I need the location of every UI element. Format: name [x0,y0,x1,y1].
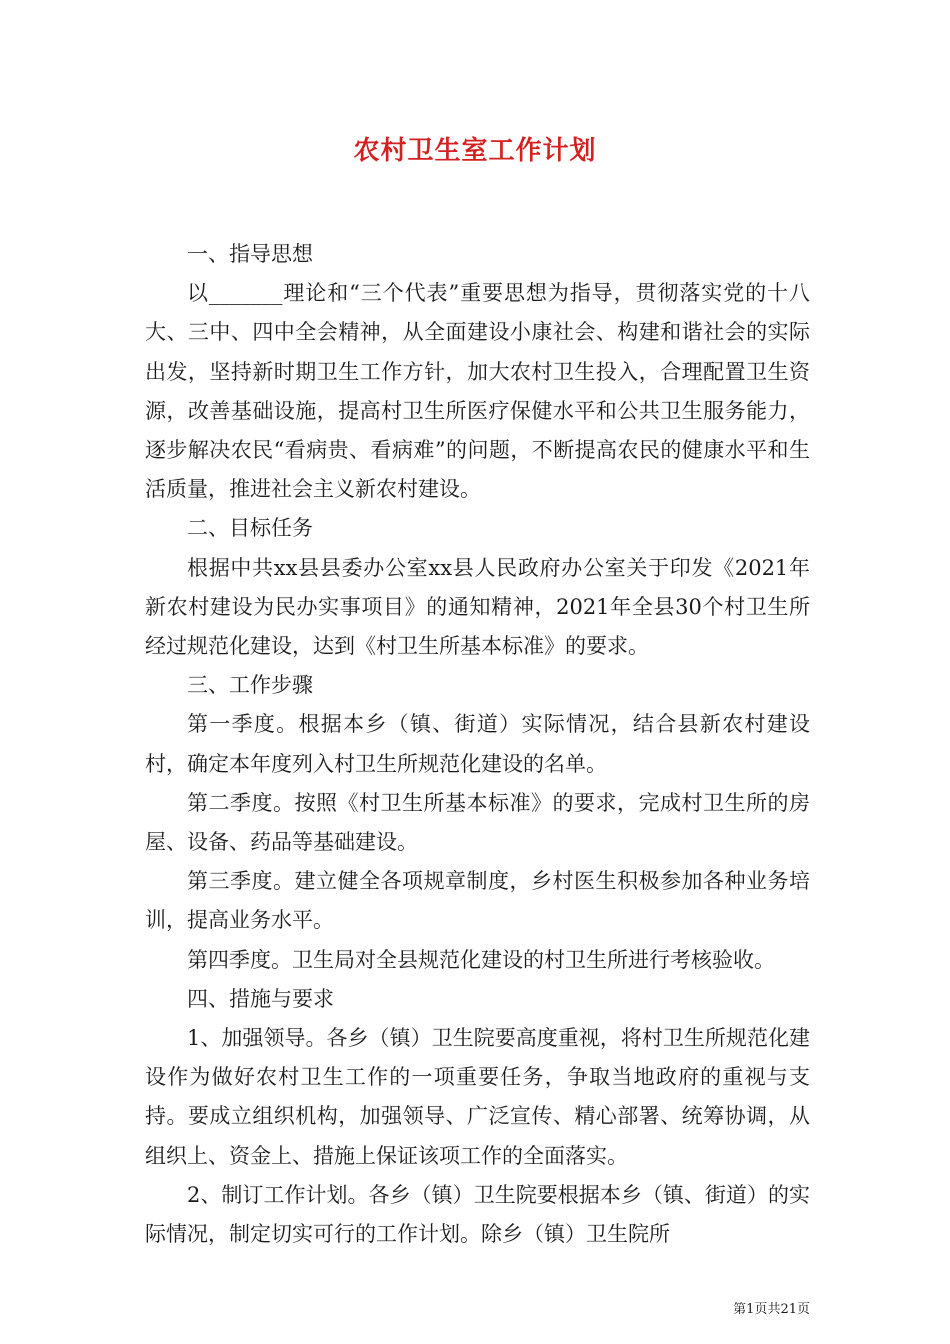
section-heading-guiding-ideology: 一、指导思想 [187,242,313,266]
paragraph-q1: 第一季度。根据本乡（镇、街道）实际情况，结合县新农村建设村，确定本年度列入村卫生所规范化建设的名单。 [145,712,810,776]
document-title: 农村卫生室工作计划 [353,136,597,166]
paragraph-q2: 第二季度。按照《村卫生所基本标准》的要求，完成村卫生所的房屋、设备、药品等基础建设。 [145,790,810,855]
paragraph-goals: 根据中共xx县县委办公室xx县人民政府办公室关于印发《2021年新农村建设为民办实事项目》的通知精神，2021年全县30个村卫生所经过规范化建设，达到《村卫生所基本标准》的要求。 [145,555,810,659]
paragraph-measure-2: 2、制订工作计划。各乡（镇）卫生院要根据本乡（镇、街道）的实际情况，制定切实可行的工作计划。除乡（镇）卫生院所 [145,1182,810,1247]
paragraph-guiding-ideology: 以_______理论和“三个代表”重要思想为指导，贯彻落实党的十八大、三中、四中全会精神，从全面建设小康社会、构建和谐社会的实际出发，坚持新时期卫生工作方针，加大农村卫生投入，合理配置卫生资源，改善基础设施，提高村卫生所医疗保健水平和公共卫生服务能力，逐步解决农民“看病贵、看病难”的问题，不断提高农民的健康水平和生活质量，推进社会主义新农村建设。 [145,281,810,502]
paragraph-measure-1: 1、加强领导。各乡（镇）卫生院要高度重视，将村卫生所规范化建设作为做好农村卫生工作的一项重要任务，争取当地政府的重视与支持。要成立组织机构，加强领导、广泛宣传、精心部署、统筹协调，从组织上、资金上、措施上保证该项工作的全面落实。 [145,1026,810,1168]
paragraph-q3: 第三季度。建立健全各项规章制度，乡村医生积极参加各种业务培训，提高业务水平。 [145,869,810,933]
page-number: 第1页共21页 [733,1302,810,1317]
section-heading-work-steps: 三、工作步骤 [187,673,313,698]
paragraph-q4: 第四季度。卫生局对全县规范化建设的村卫生所进行考核验收。 [187,947,775,972]
document-body [145,235,810,1254]
section-heading-goals: 二、目标任务 [187,516,313,541]
section-heading-measures: 四、措施与要求 [187,986,334,1011]
